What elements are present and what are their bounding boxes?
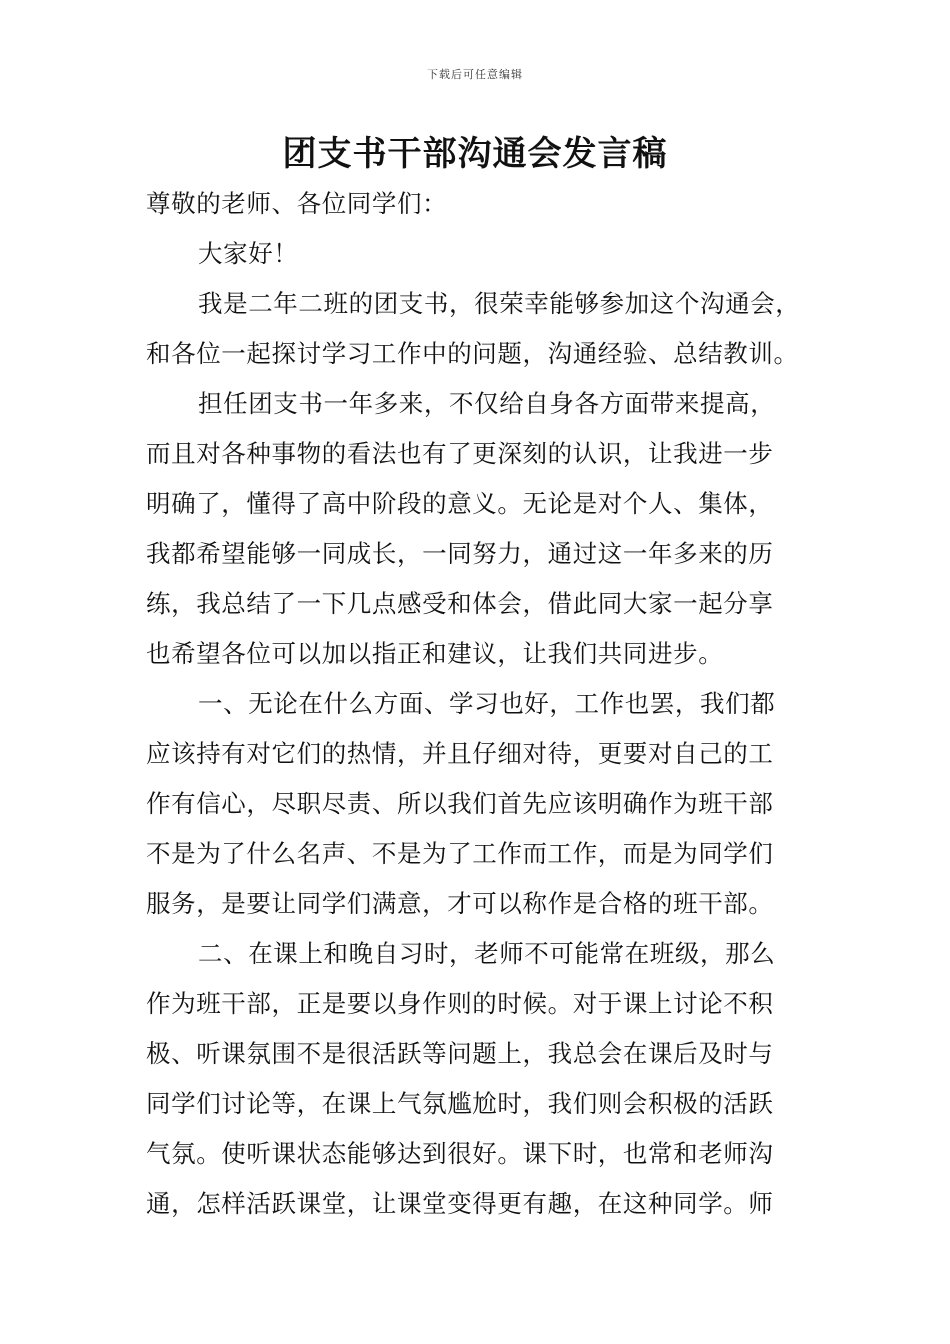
text-line: 同学们讨论等，在课上气氛尴尬时，我们则会积极的活跃 bbox=[146, 1089, 774, 1118]
text-line: 作为班干部，正是要以身作则的时候。对于课上讨论不积 bbox=[146, 989, 774, 1018]
text-line: 气氛。使听课状态能够达到很好。课下时，也常和老师沟 bbox=[146, 1139, 774, 1168]
text-line: 练，我总结了一下几点感受和体会，借此同大家一起分享 bbox=[146, 589, 774, 618]
text-line: 明确了，懂得了高中阶段的意义。无论是对个人、集体， bbox=[146, 489, 774, 518]
text-line: 一、无论在什么方面、学习也好，工作也罢，我们都 bbox=[198, 689, 776, 718]
text-line: 也希望各位可以加以指正和建议，让我们共同进步。 bbox=[146, 639, 724, 668]
text-line: 不是为了什么名声、不是为了工作而工作，而是为同学们 bbox=[146, 839, 774, 868]
text-line: 我是二年二班的团支书，很荣幸能够参加这个沟通会， bbox=[198, 289, 801, 318]
text-line: 应该持有对它们的热情，并且仔细对待，更要对自己的工 bbox=[146, 739, 774, 768]
text-line: 作有信心，尽职尽责、所以我们首先应该明确作为班干部 bbox=[146, 789, 774, 818]
text-line: 服务，是要让同学们满意，才可以称作是合格的班干部。 bbox=[146, 889, 774, 918]
text-line: 通，怎样活跃课堂，让课堂变得更有趣，在这种同学。师 bbox=[146, 1189, 774, 1218]
text-line: 我都希望能够一同成长，一同努力，通过这一年多来的历 bbox=[146, 539, 774, 568]
document-body bbox=[146, 179, 826, 1229]
text-line: 二、在课上和晚自习时，老师不可能常在班级，那么 bbox=[198, 939, 776, 968]
text-line: 而且对各种事物的看法也有了更深刻的认识，让我进一步 bbox=[146, 439, 774, 468]
header-note: 下载后可任意编辑 bbox=[427, 68, 523, 81]
text-line: 大家好！ bbox=[198, 239, 299, 268]
text-line: 担任团支书一年多来，不仅给自身各方面带来提高， bbox=[198, 389, 776, 418]
text-line: 极、听课氛围不是很活跃等问题上，我总会在课后及时与 bbox=[146, 1039, 774, 1068]
text-line: 尊敬的老师、各位同学们： bbox=[146, 189, 448, 218]
text-line: 和各位一起探讨学习工作中的问题，沟通经验、总结教训。 bbox=[146, 339, 799, 368]
document-title: 团支书干部沟通会发言稿 bbox=[282, 134, 668, 174]
